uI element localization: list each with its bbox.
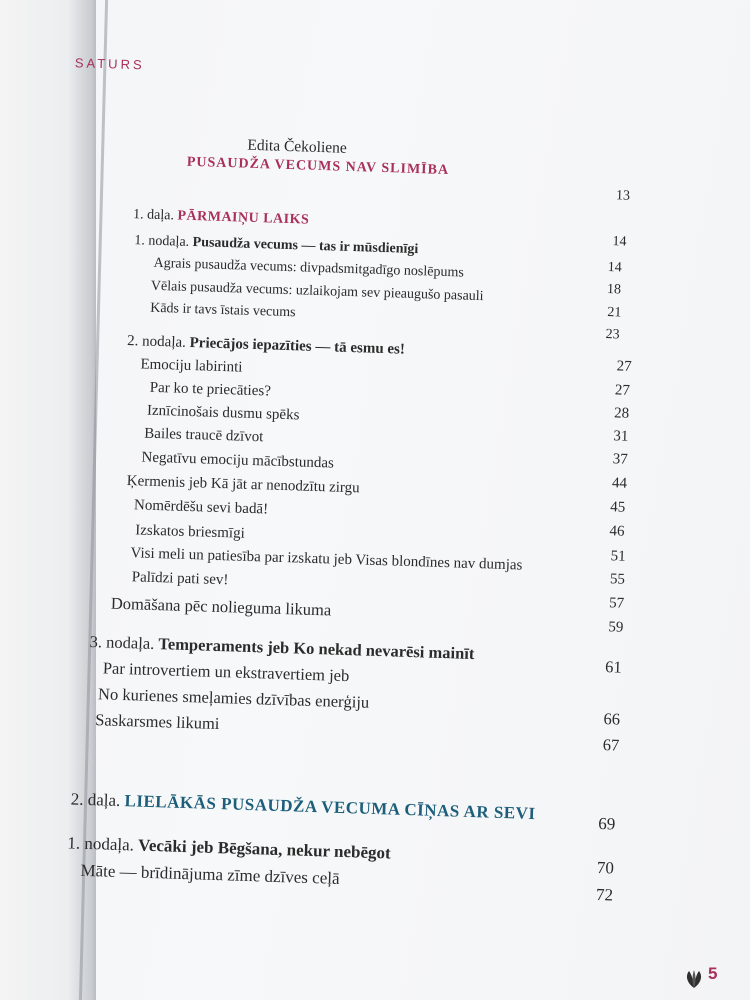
toc-page: 51 bbox=[610, 548, 626, 565]
toc-chapter-1-part-2 bbox=[67, 833, 391, 863]
toc-entry: Visi meli un patiesība par izskatu jeb Visas blondīnes nav dumjas bbox=[130, 545, 523, 574]
toc-chapter-2 bbox=[127, 333, 405, 359]
toc-chapter-title: Vecāki jeb Bēgšana, nekur nebēgot bbox=[137, 835, 392, 863]
toc-entry: Par ko te priecāties? bbox=[149, 379, 272, 400]
toc-part-title: PĀRMAIŅU LAIKS bbox=[177, 208, 310, 228]
toc-entry: Kāds ir tavs īstais vecums bbox=[149, 300, 296, 321]
toc-entry: Par introvertiem un ekstravertiem jeb bbox=[102, 658, 350, 686]
toc-page: 23 bbox=[605, 327, 620, 343]
toc-page: 46 bbox=[609, 523, 625, 540]
toc-prefix: 1. nodaļa. bbox=[134, 233, 190, 250]
toc-entry: Vēlais pusaudža vecums: uzlaikojam sev pieaugušo pasauli bbox=[150, 278, 484, 305]
toc-page: 27 bbox=[614, 382, 631, 399]
toc-entry: Ķermenis jeb Kā jāt ar nenodzītu zirgu bbox=[126, 473, 360, 497]
toc-prefix: 3. nodaļa. bbox=[89, 631, 155, 653]
toc-page: 55 bbox=[609, 571, 626, 588]
toc-chapter-title: Priecājos iepazīties — tā esmu es! bbox=[189, 334, 406, 358]
book-title: PUSAUDŽA VECUMS NAV SLIMĪBA bbox=[186, 154, 450, 179]
toc-part-title: LIELĀKĀS PUSAUDŽA VECUMA CĪŅAS AR SEVI bbox=[124, 791, 536, 824]
toc-prefix: 1. daļa. bbox=[132, 207, 175, 224]
toc-page: 37 bbox=[612, 451, 628, 468]
toc-page: 67 bbox=[602, 735, 620, 755]
toc-page: 14 bbox=[607, 260, 622, 276]
toc-page: 14 bbox=[612, 234, 627, 250]
toc-chapter-title: Pusaudža vecums — tas ir mūsdienīgi bbox=[192, 235, 419, 258]
toc-part-2 bbox=[70, 789, 535, 824]
toc-prefix: 1. nodaļa. bbox=[67, 833, 135, 855]
leaf-ornament-icon bbox=[683, 968, 705, 990]
toc-page: 69 bbox=[597, 814, 616, 834]
toc-page: 45 bbox=[609, 499, 626, 516]
toc-entry: Palīdzi pati sev! bbox=[131, 569, 229, 589]
section-label: SATURS bbox=[74, 55, 145, 73]
toc-page: 44 bbox=[611, 475, 628, 492]
toc-prefix: 2. daļa. bbox=[70, 789, 121, 810]
toc-page: 31 bbox=[613, 428, 629, 445]
page-number: 5 bbox=[708, 964, 718, 983]
toc-page: 70 bbox=[596, 858, 615, 878]
toc-page: 21 bbox=[607, 305, 622, 321]
toc-page: 72 bbox=[595, 884, 614, 905]
toc-page: 61 bbox=[604, 657, 622, 677]
toc-part-1 bbox=[133, 207, 310, 229]
toc-chapter-1 bbox=[134, 233, 418, 258]
toc-chapter-title: Temperaments jeb Ko nekad nevarēsi mainīt bbox=[158, 634, 475, 664]
toc-page: 57 bbox=[608, 595, 625, 612]
toc-entry: Nomērdēšu sevi badā! bbox=[133, 497, 269, 518]
toc-entry: Saskarsmes likumi bbox=[94, 710, 220, 734]
toc-entry: Emociju labirinti bbox=[140, 356, 243, 376]
toc-entry: Izskatos briesmīgi bbox=[134, 522, 246, 542]
toc-page: 27 bbox=[616, 358, 632, 375]
toc-entry: Bailes traucē dzīvot bbox=[144, 425, 264, 446]
author-name: Edita Čekoliene bbox=[247, 136, 348, 157]
toc-entry: Agrais pusaudža vecums: divpadsmitgadīgo noslēpums bbox=[153, 255, 465, 281]
toc-page: 28 bbox=[613, 405, 630, 422]
toc-entry: Negatīvu emociju mācībstundas bbox=[141, 449, 335, 472]
book-title-page: 13 bbox=[615, 188, 631, 204]
toc-entry: No kurienes smeļamies dzīvības enerģiju bbox=[97, 684, 370, 712]
toc-page: 18 bbox=[606, 282, 622, 298]
toc-page: 59 bbox=[608, 619, 624, 636]
toc-entry: Domāšana pēc nolieguma likuma bbox=[110, 593, 332, 620]
toc-entry: Iznīcinošais dusmu spēks bbox=[146, 402, 300, 424]
toc-prefix: 2. nodaļa. bbox=[126, 332, 187, 351]
toc-entry: Māte — brīdinājuma zīme dzīves ceļā bbox=[80, 860, 340, 888]
toc-page: 66 bbox=[603, 709, 621, 729]
